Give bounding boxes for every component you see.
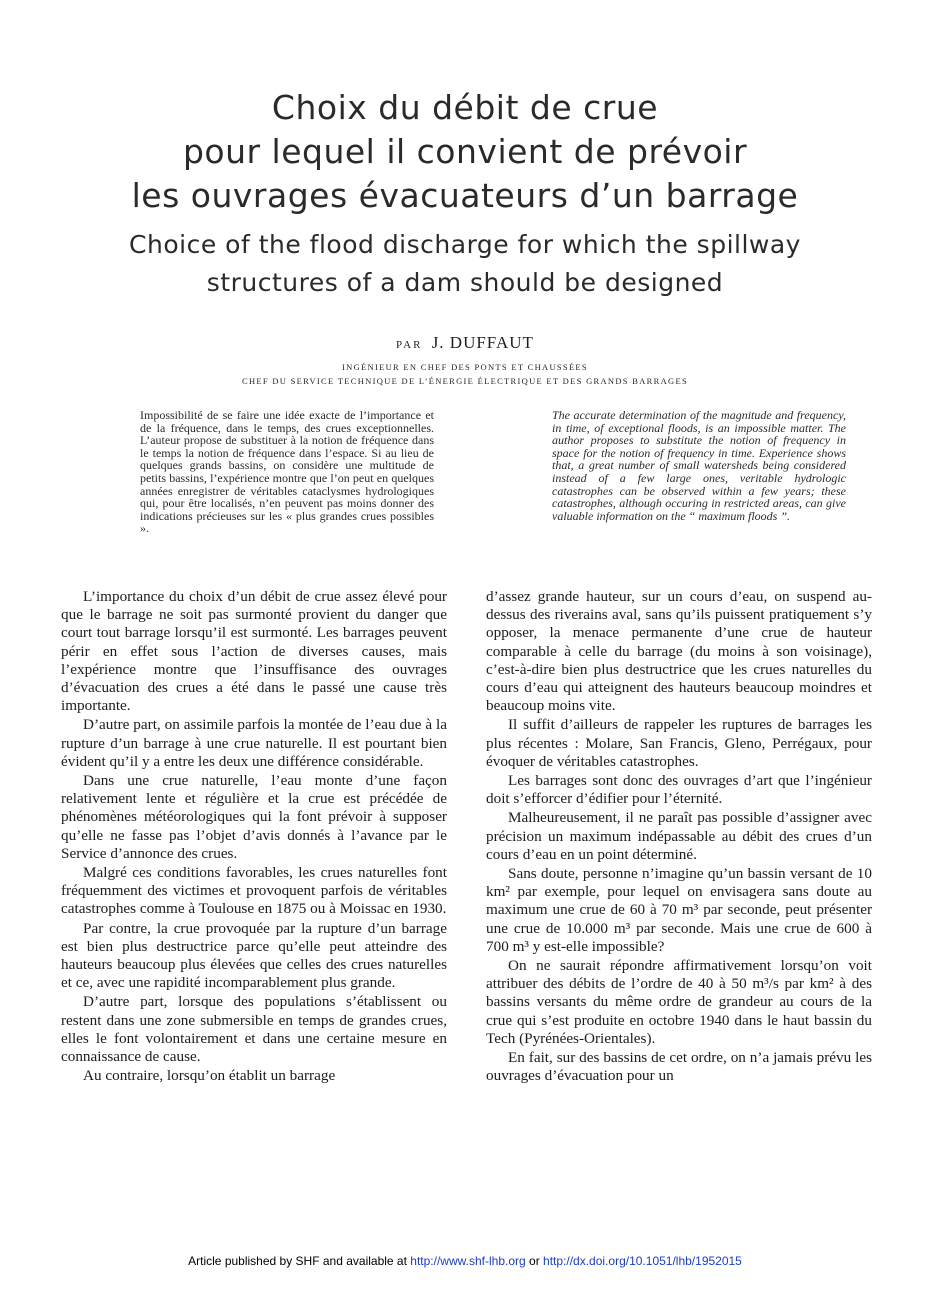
title-block [0, 86, 930, 302]
body-paragraph: Dans une crue naturelle, l’eau monte d’une façon relativement lente et régulière et la crue est précédée de phénomènes météorologiques qui la font prévoir à supposer qu’elle ne fasse pas l’objet d’avis donnés à l’avance par le Service d’annonce des crues. [61, 772, 447, 862]
footer-text: Article published by SHF and available at [188, 1254, 407, 1268]
publication-footer [0, 1254, 930, 1268]
english-title [0, 226, 930, 302]
body-paragraph: Les barrages sont donc des ouvrages d’art que l’ingénieur doit s’efforcer d’édifier pour l’éternité. [486, 772, 872, 808]
body-paragraph: Sans doute, personne n’imagine qu’un bassin versant de 10 km² par exemple, pour lequel on envisagera sans doute au maximum une crue de 60 à 70 m³ par seconde, peut présenter une crue de 10.000 m³ par seconde. Mais une crue de 600 à 700 m³ y est-elle impossible? [486, 865, 872, 955]
body-paragraph: Malgré ces conditions favorables, les crues naturelles font fréquemment des victimes et provoquent parfois de véritables catastrophes comme à Toulouse en 1875 ou à Moissac en 1930. [61, 864, 447, 918]
abstract-french: Impossibilité de se faire une idée exacte de l’importance et de la fréquence, dans le temps, des crues exceptionnelles. L’auteur propose de substituer à la notion de fréquence dans le temps la notion de fréquence dans l’espace. Si au lieu de quelques grands bassins, on considère une multitude de petits bassins, l’expérience montre que l’on peut en quelques années enregistrer de véritables cataclysmes hydrologiques qui, pour être localisés, n’en peuvent pas moins donner des indications précieuses sur les « plus grandes crues possibles ». [140, 408, 434, 536]
french-title-line-3: les ouvrages évacuateurs d’un barrage [131, 176, 799, 215]
english-title-line-1: Choice of the flood discharge for which the spillway [129, 230, 801, 259]
body-column-left [61, 588, 447, 1086]
body-paragraph: En fait, sur des bassins de cet ordre, on n’a jamais prévu les ouvrages d’évacuation pour un [486, 1049, 872, 1085]
french-title [0, 86, 930, 218]
body-paragraph: D’autre part, on assimile parfois la montée de l’eau due à la rupture d’un barrage à une crue naturelle. Il est pourtant bien évident qu’il y a entre les deux une différence considérable. [61, 716, 447, 770]
author-prefix: PAR [396, 339, 423, 351]
shf-lhb-link[interactable]: http://www.shf-lhb.org [410, 1254, 526, 1268]
french-title-line-1: Choix du débit de crue [271, 88, 659, 127]
body-paragraph: L’importance du choix d’un débit de crue assez élevé pour que le barrage ne soit pas surmonté provient du danger que court tout barrage lorsqu’il est surmonté. Les barrages peuvent périr en effet sous l’action de diverses causes, mais l’expérience montre que l’insuffisance des ouvrages d’évacuation des crues a été dans le passé une cause très importante. [61, 588, 447, 715]
body-paragraph: D’autre part, lorsque des populations s’établissent ou restent dans une zone submersible en temps de grandes crues, elles le font volontairement et dans une certaine mesure en connaissance de cause. [61, 993, 447, 1066]
body-column-right [486, 588, 872, 1086]
body-paragraph: On ne saurait répondre affirmativement lorsqu’on voit attribuer des débits de l’ordre de 40 à 50 m³/s par km² à des bassins versants du même ordre de grandeur au cours de la crue qui s’est produite en octobre 1940 dans le haut bassin du Tech (Pyrénées-Orientales). [486, 957, 872, 1047]
body-paragraph: d’assez grande hauteur, sur un cours d’eau, on suspend au-dessus des riverains aval, sans qu’ils puissent pratiquement s’y opposer, la menace permanente d’une crue de hauteur comparable à celle du barrage (du moins à son voisinage), c’est-à-dire bien plus destructrice que les crues naturelles du cours d’eau qui atteignent des hauteurs beaucoup moindres et beaucoup moins vite. [486, 588, 872, 715]
doi-link[interactable]: http://dx.doi.org/10.1051/lhb/1952015 [543, 1254, 742, 1268]
english-title-line-2: structures of a dam should be designed [206, 268, 724, 297]
body-paragraph: Par contre, la crue provoquée par la rupture d’un barrage est bien plus destructrice parce qu’elle peut atteindre des hauteurs beaucoup plus élevées que celles des crues naturelles et ce, avec une rapidité incomparablement plus grande. [61, 919, 447, 992]
body-paragraph: Malheureusement, il ne paraît pas possible d’assigner avec précision un maximum indépassable au débit des crues d’un cours d’eau en un point déterminé. [486, 809, 872, 863]
author-affiliation-1: INGÉNIEUR EN CHEF DES PONTS ET CHAUSSÉES [342, 362, 588, 372]
body-paragraph: Il suffit d’ailleurs de rappeler les ruptures de barrages les plus récentes : Molare, San Francis, Gleno, Perrégaux, pour évoquer de véritables catastrophes. [486, 716, 872, 770]
author-name: J. DUFFAUT [431, 333, 534, 352]
author-affiliation-2: CHEF DU SERVICE TECHNIQUE DE L’ÉNERGIE ÉLECTRIQUE ET DES GRANDS BARRAGES [242, 376, 688, 386]
french-title-line-2: pour lequel il convient de prévoir [182, 132, 748, 171]
body-paragraph: Au contraire, lorsqu’on établit un barrage [83, 1067, 336, 1085]
footer-or-text: or [529, 1254, 540, 1268]
abstract-english: The accurate determination of the magnitude and frequency, in time, of exceptional floods, is an impossible matter. The author proposes to substitute the notion of frequency in space for the notion of frequency in time. Experience shows that, a great number of small watersheds being considered instead of a few large ones, veritable hydrologic catastrophes can be observed within a few years; these catastrophes, although occuring in restricted areas, can give valuable information on the “ maximum floods ”. [552, 408, 846, 523]
author-byline [0, 333, 930, 353]
